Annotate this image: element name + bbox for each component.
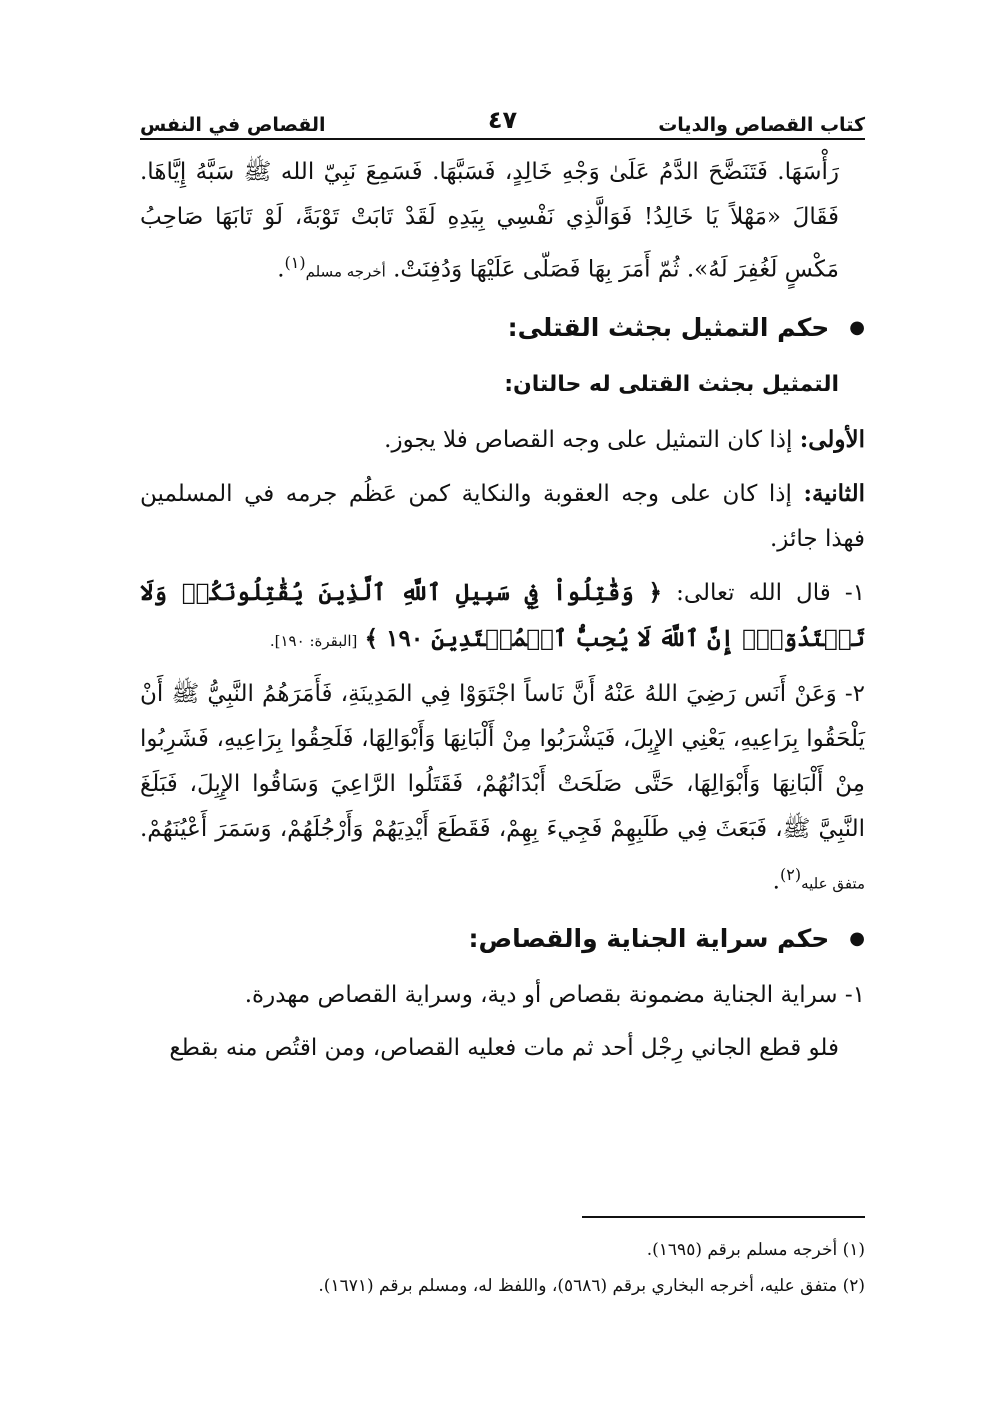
case-first-text: إذا كان التمثيل على وجه القصاص فلا يجوز.	[384, 426, 793, 453]
footnote-ref-2: (٢)	[779, 864, 802, 884]
section-heading-text: حكم التمثيل بجثث القتلى:	[507, 312, 830, 342]
hadith-continuation	[140, 150, 865, 295]
hadith-source: أخرجه مسلم	[305, 262, 386, 281]
footnote-ref-1: (١)	[284, 253, 306, 272]
page-body	[140, 150, 865, 1079]
subheading-two-cases: التمثيل بجثث القتلى له حالتان:	[504, 371, 839, 397]
hadith-end-mark: .	[277, 256, 285, 283]
evidence-item-1-prefix: ١- قال الله تعالى:	[676, 579, 866, 606]
evidence-item-2-text: ٢- وَعَنْ أَنَس رَضِيَ اللهُ عَنْهُ أَنَّ نَاساً اجْتَوَوْا فِي المَدِينَةِ، فَأَمَرَهُمُ النَّبِيُّ ﷺ أَنْ يَلْحَقُوا بِرَاعِيهِ، يَعْنِي الإِبِلَ، فَيَشْرَبُوا مِنْ أَلْبَانِهَا وَأَبْوَالِهَا، فَلَحِقُوا بِرَاعِيهِ، فَشَرِبُوا مِنْ أَلْبَانِهَا وَأَبْوَالِهَا، حَتَّى صَلَحَتْ أَبْدَانُهُمْ، فَقَتَلُوا الرَّاعِيَ وَسَاقُوا الإِبِلَ، فَبَلَغَ النَّبِيَّ ﷺ، فَبَعَثَ فِي طَلَبِهِمْ فَجِيءَ بِهِمْ، فَقَطَعَ أَيْدِيَهُمْ وَأَرْجُلَهُمْ، وَسَمَرَ أَعْيُنَهُمْ.	[140, 680, 865, 842]
footnote-1: (١) أخرجه مسلم برقم (١٦٩٥).	[646, 1240, 865, 1260]
evidence-item-2-source: متفق عليه	[801, 874, 865, 893]
section-heading-sirayah	[140, 916, 865, 961]
running-header	[140, 100, 865, 136]
case-second	[140, 471, 865, 562]
evidence-item-2-end: .	[772, 868, 780, 895]
hadith-text: رَأْسَهَا. فَتَنَضَّحَ الدَّمُ عَلَىٰ وَجْهِ خَالِدٍ، فَسَبَّهَا. فَسَمِعَ نَبِيّ الله ﷺ سَبَّهُ إِيَّاهَا. فَقَالَ «مَهْلاً يَا خَالِدُ! فَوَالَّذِي نَفْسِي بِيَدِهِ لَقَدْ تَابَتْ تَوْبَةً، لَوْ تَابَهَا صَاحِبُ مَكْسٍ لَغُفِرَ لَهُ». ثُمّ أَمَرَ بِهَا فَصَلّى عَلَيْهَا وَدُفِنَتْ.	[140, 159, 839, 283]
header-book-title: كتاب القصاص والديات	[658, 114, 865, 136]
header-divider	[140, 138, 865, 140]
section-heading-mutilation	[140, 305, 865, 350]
case-first	[140, 417, 865, 463]
footnotes	[140, 1232, 865, 1304]
footnote-2: (٢) متفق عليه، أخرجه البخاري برقم (٥٦٨٦)، واللفظ له، ومسلم برقم (١٦٧١).	[318, 1276, 865, 1296]
bullet-icon: ●	[849, 316, 865, 338]
section-heading-text: حكم سراية الجناية والقصاص:	[468, 924, 830, 954]
page-number: ٤٧	[487, 106, 518, 134]
sirayah-paragraph: فلو قطع الجاني رِجْل أحد ثم مات فعليه القصاص، ومن اقتُص منه بقطع	[169, 1035, 839, 1062]
case-second-text: إذا كان على وجه العقوبة والنكاية كمن عَظُم جرمه في المسلمين فهذا جائز.	[140, 480, 865, 552]
header-chapter-title: القصاص في النفس	[140, 114, 326, 136]
footnote-divider	[582, 1216, 865, 1218]
case-first-label: الأولى:	[799, 425, 865, 453]
evidence-item-1	[140, 570, 865, 664]
sirayah-item-1: ١- سراية الجناية مضمونة بقصاص أو دية، وسراية القصاص مهدرة.	[244, 982, 865, 1009]
bullet-icon: ●	[849, 928, 865, 950]
quran-reference: [البقرة: ١٩٠].	[269, 631, 358, 650]
evidence-item-2	[140, 672, 865, 907]
case-second-label: الثانية:	[803, 479, 866, 507]
quran-verse: ﴿ وَقَٰتِلُواْ فِي سَبِيلِ ٱللَّهِ ٱلَّذِينَ يُقَٰتِلُونَكُمۡ وَلَا تَعۡتَدُوٓاْۚ إِنَّ ٱللَّهَ لَا يُحِبُّ ٱلۡمُعۡتَدِينَ ١٩٠ ﴾	[140, 578, 865, 652]
